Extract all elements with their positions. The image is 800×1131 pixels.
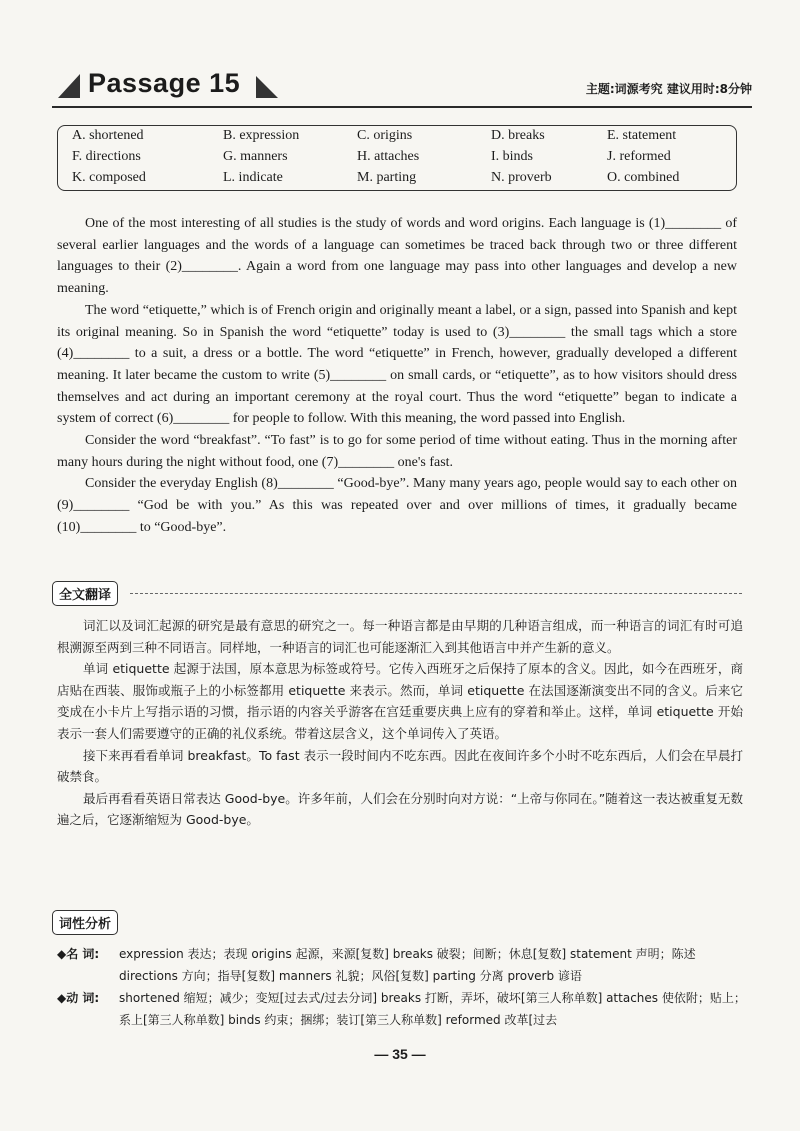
translation-title: 全文翻译 <box>52 581 118 606</box>
option-f: F. directions <box>72 149 141 164</box>
translation-text <box>57 615 743 831</box>
option-i: I. binds <box>491 149 533 164</box>
translation-divider <box>130 593 742 594</box>
option-b: B. expression <box>223 128 300 143</box>
passage-paragraph-3: Consider the word “breakfast”. “To fast” is to go for some period of time without eating. Thus in the morning after many hours during the night without food, one (7)________ one's fast. <box>57 433 737 470</box>
passage-header <box>52 66 752 108</box>
option-k: K. composed <box>72 170 146 185</box>
passage-title: Passage 15 <box>88 68 241 98</box>
passage-paragraph-4: Consider the everyday English (8)________ “Good-bye”. Many many years ago, people would say to each other on (9)________ “God be with you.” As this was repeated over and over millions of times, it gradually became (10)________ to “Good-bye”. <box>57 476 737 535</box>
noun-row <box>57 944 747 987</box>
analysis-title: 词性分析 <box>52 910 118 935</box>
option-a: A. shortened <box>72 128 144 143</box>
option-d: D. breaks <box>491 128 545 143</box>
topic-info: 主题:词源考究 建议用时:8分钟 <box>585 82 752 96</box>
analysis-list <box>57 944 747 1032</box>
option-j: J. reformed <box>607 149 671 164</box>
verb-row <box>57 988 747 1031</box>
noun-label: ◆名 词: <box>57 947 100 961</box>
option-g: G. manners <box>223 149 288 164</box>
translation-paragraph-2: 单词 etiquette 起源于法国，原本意思为标签或符号。它传入西班牙之后保持了原本的含义。因此，如今在西班牙，商店贴在西装、服饰或瓶子上的小标签都用 etiquette 来表示。然而，单词 etiquette 在法国逐渐演变出不同的含义。后来它变成在小卡片上写指示语的习惯，指示语的内容关乎游客在宫廷重要庆典上应有的穿着和举止。这样，单词 etiquette 开始表示一套人们需要遵守的正确的礼仪系统。带着这层含义，这个单词传入了英语。 <box>57 661 743 741</box>
noun-text: expression 表达；表现 origins 起源，来源[复数] breaks 破裂；间断；休息[复数] statement 声明；陈述 directions 方向；指导[复数] manners 礼貌；风俗[复数] parting 分离 proverb 谚语 <box>119 947 696 983</box>
translation-paragraph-1: 词汇以及词汇起源的研究是最有意思的研究之一。每一种语言都是由早期的几种语言组成，而一种语言的词汇有时可追根溯源至两到三种不同语言。同样地，一种语言的词汇也可能逐渐汇入到其他语言中并产生新的意义。 <box>57 618 743 655</box>
option-n: N. proverb <box>491 170 552 185</box>
verb-label: ◆动 词: <box>57 991 100 1005</box>
options-box <box>57 125 737 191</box>
option-e: E. statement <box>607 128 677 143</box>
translation-paragraph-3: 接下来再看看单词 breakfast。To fast 表示一段时间内不吃东西。因此在夜间许多个小时不吃东西后，人们会在早晨打破禁食。 <box>57 747 743 785</box>
triangle-right-icon <box>256 76 278 98</box>
option-l: L. indicate <box>223 170 283 185</box>
option-m: M. parting <box>357 170 417 185</box>
verb-text: shortened 缩短；减少；变短[过去式/过去分词] breaks 打断，弄坏，破坏[第三人称单数] attaches 使依附；贴上；系上[第三人称单数] binds 约束；捆绑；装订[第三人称单数] reformed 改革[过去 <box>119 991 746 1027</box>
translation-paragraph-4: 最后再看看英语日常表达 Good-bye。许多年前，人们会在分别时向对方说：“上帝与你同在。”随着这一表达被重复无数遍之后，它逐渐缩短为 Good-bye。 <box>57 790 743 828</box>
passage-paragraph-1: One of the most interesting of all studies is the study of words and word origins. Each language is (1)________ of several earlier languages and the words of a language can sometimes be traced back through two or three different languages to their (2)________. Again a word from one language may pass into other languages and develop a new meaning. <box>57 216 737 297</box>
passage-paragraph-2: The word “etiquette,” which is of French origin and originally meant a label, or a sign, passed into Spanish and kept its original meaning. So in Spanish the word “etiquette” today is used to (3)________ the small tags which a store (4)________ to a suit, a dress or a bottle. The word “etiquette” in French, however, gradually developed a different meaning. It later became the custom to write (5)________ on small cards, or “etiquette”, as to how visitors should dress themselves and act during an important ceremony at the royal court. Thus the word “etiquette” began to indicate a system of correct (6)________ for people to follow. With this meaning, the word passed into English. <box>57 302 737 427</box>
triangle-left-icon <box>58 74 80 98</box>
option-h: H. attaches <box>357 149 420 164</box>
option-c: C. origins <box>357 128 413 143</box>
option-o: O. combined <box>607 170 680 185</box>
page-number: — 35 — <box>374 1046 426 1062</box>
passage-text <box>57 213 737 539</box>
